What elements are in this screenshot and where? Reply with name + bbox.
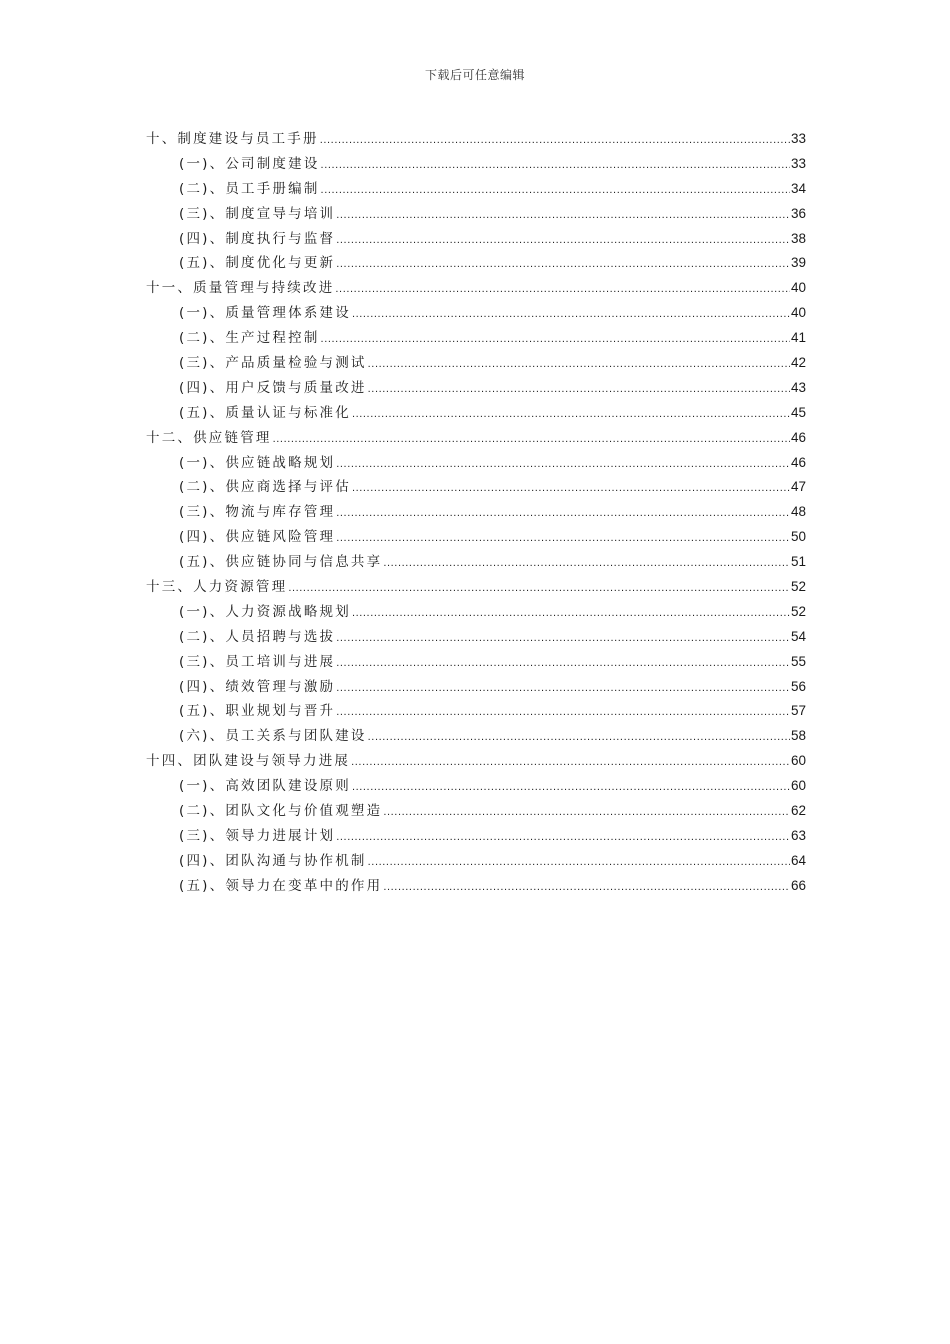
page-header-note: 下载后可任意编辑 (424, 68, 525, 82)
toc-section-entry[interactable] (146, 451, 806, 476)
toc-page-number: 60 (790, 778, 806, 794)
toc-dot-leader (368, 850, 790, 875)
toc-dot-leader (273, 427, 790, 452)
toc-entry-title: (一)、公司制度建设 (179, 155, 320, 172)
toc-dot-leader (336, 700, 790, 725)
toc-dot-leader (288, 576, 790, 601)
toc-chapter-entry[interactable] (146, 749, 806, 774)
toc-page-number: 41 (790, 330, 806, 346)
toc-entry-title: (一)、质量管理体系建设 (179, 305, 351, 322)
toc-page-number: 34 (790, 180, 806, 196)
toc-section-entry[interactable] (146, 849, 806, 874)
toc-entry-title: (三)、员工培训与进展 (179, 653, 336, 670)
toc-dot-leader (336, 452, 790, 477)
toc-section-entry[interactable] (146, 799, 806, 824)
toc-page-number: 43 (790, 379, 806, 395)
toc-section-entry[interactable] (146, 675, 806, 700)
toc-section-entry[interactable] (146, 550, 806, 575)
toc-section-entry[interactable] (146, 301, 806, 326)
toc-dot-leader (368, 352, 790, 377)
toc-section-entry[interactable] (146, 475, 806, 500)
toc-section-entry[interactable] (146, 600, 806, 625)
toc-section-entry[interactable] (146, 874, 806, 899)
toc-dot-leader (335, 277, 790, 302)
toc-page-number: 42 (790, 355, 806, 371)
toc-page-number: 55 (790, 653, 806, 669)
toc-dot-leader (336, 626, 790, 651)
table-of-contents (146, 127, 806, 899)
toc-chapter-entry[interactable] (146, 127, 806, 152)
toc-entry-title: (五)、职业规划与晋升 (179, 703, 336, 720)
toc-entry-title: (一)、高效团队建设原则 (179, 778, 351, 795)
toc-page-number: 33 (790, 155, 806, 171)
toc-dot-leader (321, 327, 790, 352)
toc-page-number: 66 (790, 877, 806, 893)
toc-dot-leader (368, 725, 790, 750)
toc-chapter-entry[interactable] (146, 575, 806, 600)
toc-page-number: 54 (790, 628, 806, 644)
toc-dot-leader (383, 875, 790, 900)
toc-entry-title: (四)、团队沟通与协作机制 (179, 852, 367, 869)
toc-page-number: 38 (790, 230, 806, 246)
toc-dot-leader (336, 203, 790, 228)
toc-section-entry[interactable] (146, 724, 806, 749)
toc-dot-leader (352, 775, 790, 800)
toc-entry-title: (二)、人员招聘与选拔 (179, 628, 336, 645)
toc-page-number: 47 (790, 479, 806, 495)
toc-dot-leader (336, 228, 790, 253)
toc-entry-title: (五)、领导力在变革中的作用 (179, 877, 383, 894)
toc-section-entry[interactable] (146, 227, 806, 252)
toc-page-number: 63 (790, 827, 806, 843)
toc-page-number: 39 (790, 255, 806, 271)
toc-entry-title: (六)、员工关系与团队建设 (179, 728, 367, 745)
toc-page-number: 45 (790, 404, 806, 420)
toc-section-entry[interactable] (146, 152, 806, 177)
toc-section-entry[interactable] (146, 376, 806, 401)
toc-dot-leader (336, 526, 790, 551)
toc-entry-title: (二)、供应商选择与评估 (179, 479, 351, 496)
toc-entry-title: 十一、质量管理与持续改进 (146, 280, 335, 297)
toc-dot-leader (336, 825, 790, 850)
toc-section-entry[interactable] (146, 500, 806, 525)
toc-entry-title: (五)、供应链协同与信息共享 (179, 554, 383, 571)
toc-dot-leader (320, 128, 790, 153)
toc-dot-leader (336, 676, 790, 701)
toc-dot-leader (383, 800, 790, 825)
toc-page-number: 50 (790, 529, 806, 545)
toc-page-number: 40 (790, 280, 806, 296)
toc-page-number: 57 (790, 703, 806, 719)
toc-page-number: 60 (790, 753, 806, 769)
toc-entry-title: (三)、制度宣导与培训 (179, 205, 336, 222)
toc-section-entry[interactable] (146, 699, 806, 724)
toc-page-number: 40 (790, 305, 806, 321)
toc-page-number: 33 (790, 131, 806, 146)
toc-section-entry[interactable] (146, 625, 806, 650)
toc-entry-title: (五)、制度优化与更新 (179, 255, 336, 272)
toc-entry-title: (三)、领导力进展计划 (179, 827, 336, 844)
toc-page-number: 46 (790, 454, 806, 470)
toc-entry-title: 十三、人力资源管理 (146, 579, 288, 596)
toc-section-entry[interactable] (146, 401, 806, 426)
toc-page-number: 62 (790, 803, 806, 819)
toc-dot-leader (368, 377, 790, 402)
toc-section-entry[interactable] (146, 326, 806, 351)
toc-page-number: 56 (790, 678, 806, 694)
toc-section-entry[interactable] (146, 202, 806, 227)
toc-dot-leader (321, 153, 790, 178)
toc-section-entry[interactable] (146, 351, 806, 376)
toc-section-entry[interactable] (146, 177, 806, 202)
toc-entry-title: (五)、质量认证与标准化 (179, 404, 351, 421)
toc-section-entry[interactable] (146, 525, 806, 550)
toc-entry-title: 十、制度建设与员工手册 (146, 131, 319, 147)
toc-section-entry[interactable] (146, 251, 806, 276)
toc-entry-title: (二)、生产过程控制 (179, 330, 320, 347)
toc-entry-title: (四)、绩效管理与激励 (179, 678, 336, 695)
toc-entry-title: (四)、用户反馈与质量改进 (179, 379, 367, 396)
toc-page-number: 51 (790, 554, 806, 570)
toc-section-entry[interactable] (146, 824, 806, 849)
toc-entry-title: (三)、物流与库存管理 (179, 504, 336, 521)
toc-entry-title: (四)、供应链风险管理 (179, 529, 336, 546)
toc-entry-title: (二)、员工手册编制 (179, 180, 320, 197)
toc-page-number: 36 (790, 205, 806, 221)
toc-page-number: 48 (790, 504, 806, 520)
toc-dot-leader (352, 476, 790, 501)
toc-page-number: 58 (790, 728, 806, 744)
toc-section-entry[interactable] (146, 774, 806, 799)
toc-entry-title: 十四、团队建设与领导力进展 (146, 753, 351, 770)
toc-section-entry[interactable] (146, 650, 806, 675)
toc-page-number: 52 (790, 603, 806, 619)
toc-dot-leader (351, 750, 790, 775)
toc-chapter-entry[interactable] (146, 426, 806, 451)
toc-entry-title: (三)、产品质量检验与测试 (179, 355, 367, 372)
toc-dot-leader (336, 252, 790, 277)
toc-entry-title: (二)、团队文化与价值观塑造 (179, 803, 383, 820)
toc-dot-leader (336, 651, 790, 676)
toc-dot-leader (336, 501, 790, 526)
toc-dot-leader (383, 551, 790, 576)
toc-entry-title: (一)、人力资源战略规划 (179, 603, 351, 620)
toc-dot-leader (321, 178, 790, 203)
toc-page-number: 52 (790, 579, 806, 595)
toc-chapter-entry[interactable] (146, 276, 806, 301)
toc-dot-leader (352, 302, 790, 327)
toc-entry-title: (一)、供应链战略规划 (179, 454, 336, 471)
toc-entry-title: (四)、制度执行与监督 (179, 230, 336, 247)
toc-page-number: 64 (790, 852, 806, 868)
toc-dot-leader (352, 601, 790, 626)
toc-dot-leader (352, 402, 790, 427)
toc-entry-title: 十二、供应链管理 (146, 429, 272, 446)
toc-page-number: 46 (790, 429, 806, 445)
